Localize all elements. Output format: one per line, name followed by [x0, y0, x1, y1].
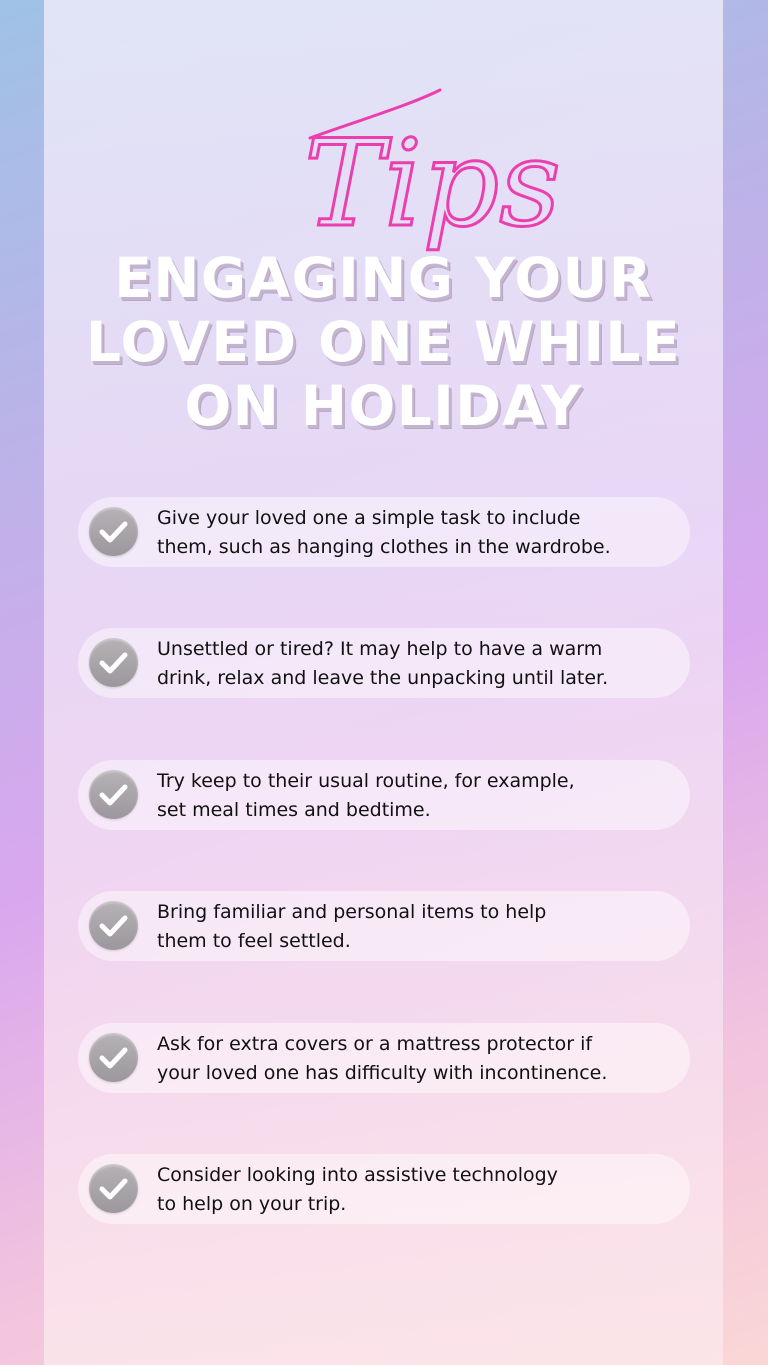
- title-line-3: ON HOLIDAY: [184, 374, 583, 438]
- checkmark-icon: [89, 901, 138, 950]
- tip-item-2: [78, 628, 690, 698]
- title-line-2: LOVED ONE WHILE: [85, 310, 682, 374]
- tip-text: Try keep to their usual routine, for example, set meal times and bedtime.: [157, 770, 575, 821]
- tip-item-1: [78, 497, 690, 567]
- tip-text: Consider looking into assistive technology to help on your trip.: [157, 1164, 558, 1215]
- page-title: [44, 246, 723, 438]
- tip-text: Unsettled or tired? It may help to have a warm drink, relax and leave the unpacking until later.: [157, 638, 609, 689]
- tip-text: Bring familiar and personal items to help them to feel settled.: [157, 901, 547, 952]
- tip-text: Ask for extra covers or a mattress protector if your loved one has difficulty with incontinence.: [157, 1033, 608, 1084]
- tip-item-5: [78, 1023, 690, 1093]
- tip-item-3: [78, 760, 690, 830]
- tip-text: Give your loved one a simple task to include them, such as hanging clothes in the wardrobe.: [157, 507, 611, 558]
- checkmark-icon: [89, 770, 138, 819]
- tips-script-title: [300, 80, 561, 255]
- tip-item-6: [78, 1154, 690, 1224]
- checkmark-icon: [89, 1033, 138, 1082]
- checkmark-icon: [89, 507, 138, 556]
- checkmark-icon: [89, 638, 138, 687]
- svg-text:Tips: Tips: [304, 115, 561, 254]
- tip-item-4: [78, 891, 690, 961]
- title-line-1: ENGAGING YOUR: [114, 246, 653, 310]
- checkmark-icon: [89, 1164, 138, 1213]
